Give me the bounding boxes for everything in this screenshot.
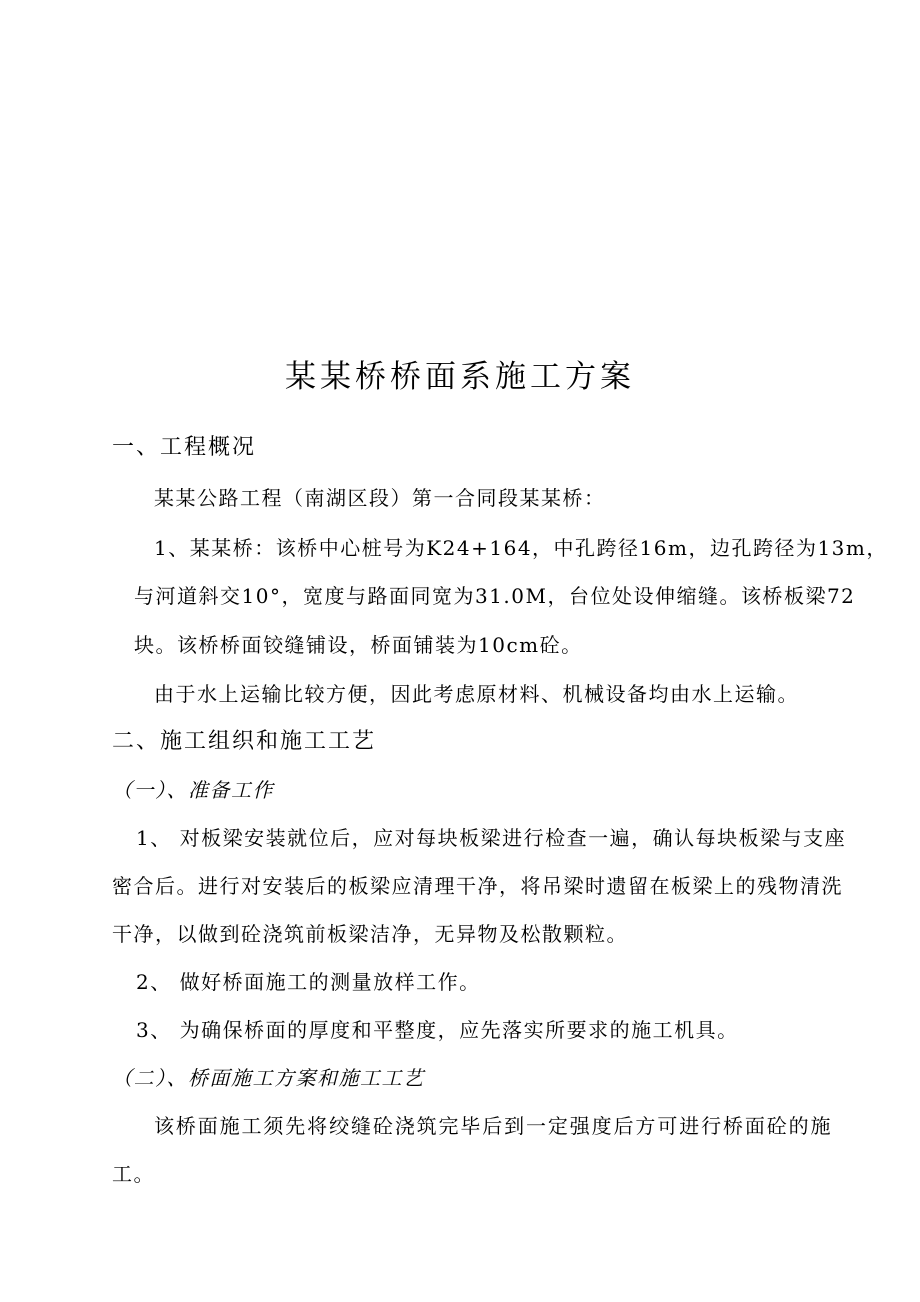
section-1-intro: 某某公路工程（南湖区段）第一合同段某某桥： <box>154 486 606 510</box>
prep-item-1-line-3: 干净，以做到砼浇筑前板梁洁净，无异物及松散颗粒。 <box>112 922 628 946</box>
prep-item-1-line-1: 1、 对板梁安装就位后，应对每块板梁进行检查一遍，确认每块板梁与支座 <box>136 826 847 850</box>
transport-paragraph: 由于水上运输比较方便，因此考虑原材料、机械设备均由水上运输。 <box>154 682 799 706</box>
method-paragraph-line-2: 工。 <box>112 1162 155 1186</box>
prep-item-2: 2、 做好桥面施工的测量放样工作。 <box>136 970 481 994</box>
document-title: 某某桥桥面系施工方案 <box>285 359 635 395</box>
method-paragraph-line-1: 该桥面施工须先将绞缝砼浇筑完毕后到一定强度后方可进行桥面砼的施 <box>154 1114 832 1138</box>
item-1-line-3: 块。该桥桥面铰缝铺设，桥面铺装为10cm砼。 <box>134 633 583 657</box>
item-1-line-1: 1、某某桥：该桥中心桩号为K24+164，中孔跨径16m，边孔跨径为13m， <box>154 536 888 560</box>
subsection-1-heading: （一）、准备工作 <box>112 778 274 802</box>
item-1-line-2: 与河道斜交10°，宽度与路面同宽为31.0M，台位处设伸缩缝。该桥板梁72 <box>134 584 856 608</box>
subsection-2-heading: （二）、桥面施工方案和施工工艺 <box>112 1066 425 1090</box>
prep-item-1-line-2: 密合后。进行对安装后的板梁应清理干净，将吊梁时遗留在板梁上的残物清洗 <box>112 874 843 898</box>
section-2-heading: 二、施工组织和施工工艺 <box>112 729 377 754</box>
section-1-heading: 一、工程概况 <box>112 435 257 460</box>
prep-item-3: 3、 为确保桥面的厚度和平整度，应先落实所要求的施工机具。 <box>136 1018 739 1042</box>
